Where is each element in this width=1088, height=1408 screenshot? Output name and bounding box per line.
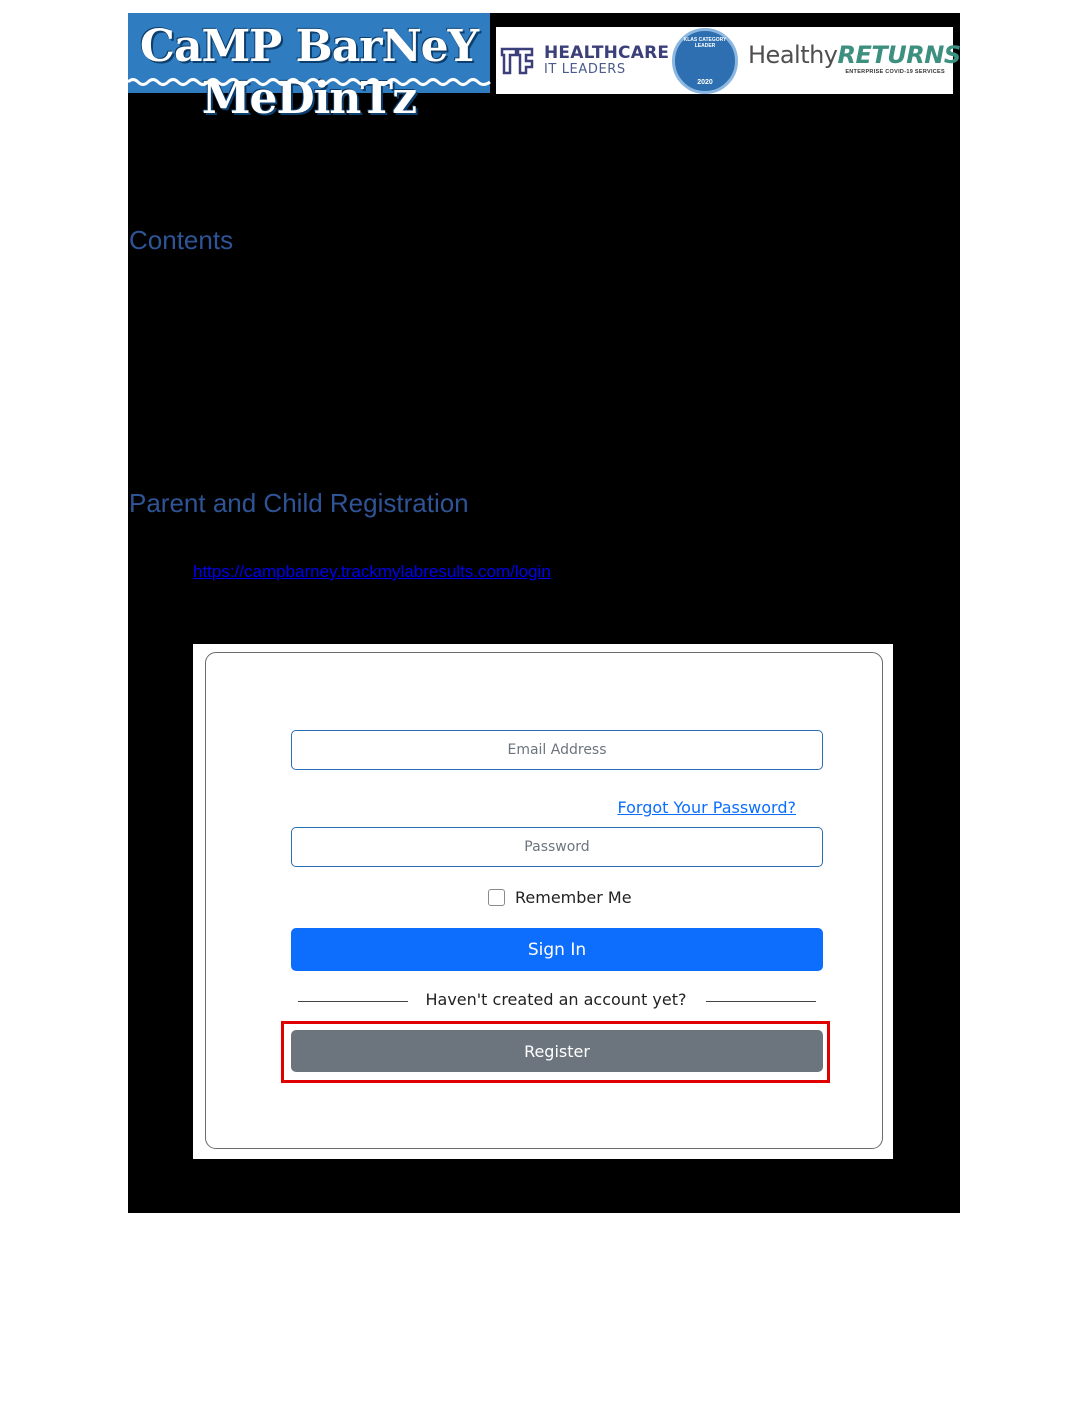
logo-scallop-border: [128, 77, 490, 87]
healthy-returns-wordmark: [748, 41, 961, 69]
password-field[interactable]: [291, 827, 823, 867]
no-account-text: Haven't created an account yet?: [425, 990, 687, 1009]
klas-badge-text: KLAS CATEGORY LEADER: [683, 37, 727, 49]
camp-logo-text: CaMP BarNeY MeDinTz: [139, 21, 479, 124]
camp-barney-medintz-logo: [128, 13, 490, 124]
email-field[interactable]: [291, 730, 823, 770]
divider-line-left: [298, 1001, 408, 1002]
forgot-password-link[interactable]: Forgot Your Password?: [617, 798, 796, 817]
healthy-returns-tagline: ENTERPRISE COVID-19 SERVICES: [845, 69, 945, 75]
healthcare-it-leaders-icon: [500, 45, 534, 77]
divider-line-right: [706, 1001, 816, 1002]
section-heading: Parent and Child Registration: [129, 488, 469, 518]
remember-me-row[interactable]: [488, 887, 632, 907]
login-url-link[interactable]: https://campbarney.trackmylabresults.com/login: [193, 562, 551, 581]
partner-logos-banner: [496, 27, 961, 94]
contents-heading: Contents: [129, 225, 234, 255]
healthcare-title: HEALTHCARE: [544, 43, 670, 63]
it-leaders-subtitle: IT LEADERS: [544, 62, 626, 77]
klas-category-leader-badge: [672, 28, 738, 94]
sign-in-button[interactable]: Sign In: [291, 928, 823, 971]
remember-me-label: Remember Me: [515, 887, 632, 907]
klas-badge-year: 2020: [697, 79, 713, 86]
healthy-prefix: Healthy: [748, 41, 838, 69]
login-screenshot: [193, 644, 893, 1159]
register-button[interactable]: Register: [291, 1030, 823, 1072]
remember-me-checkbox[interactable]: [488, 889, 505, 906]
returns-suffix: RETURNS: [837, 41, 961, 69]
login-card: [205, 652, 883, 1149]
